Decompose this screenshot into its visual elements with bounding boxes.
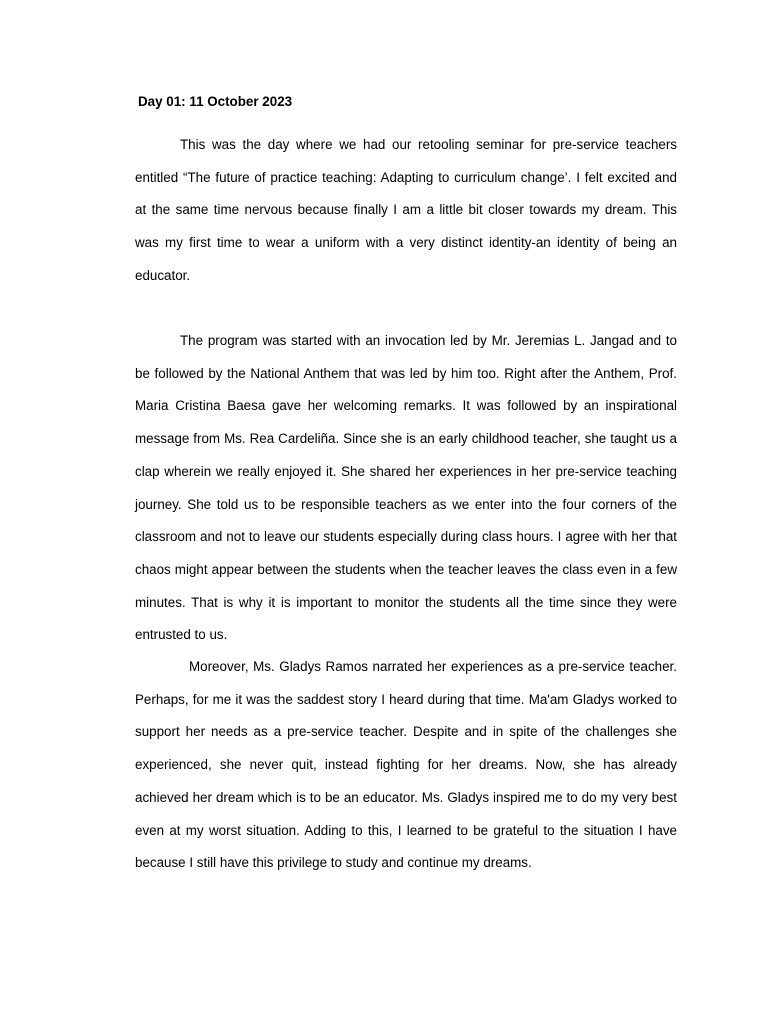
paragraph-1: This was the day where we had our retooling seminar for pre-service teachers entitled “The future of practice teaching: Adapting to curriculum change’. I felt excited and at the same time nervous because finally I am a little bit closer towards my dream. This was my first time to wear a uniform with a very distinct identity-an identity of being an educator.: [135, 137, 677, 283]
journal-entry-heading: Day 01: 11 October 2023: [138, 94, 293, 109]
paragraph-2: The program was started with an invocation led by Mr. Jeremias L. Jangad and to be followed by the National Anthem that was led by him too. Right after the Anthem, Prof. Maria Cristina Baesa gave her welcoming remarks. It was followed by an inspirational message from Ms. Rea Cardeliña. Since she is an early childhood teacher, she taught us a clap wherein we really enjoyed it. She shared her experiences in her pre-service teaching journey. She told us to be responsible teachers as we enter into the four corners of the classroom and not to leave our students especially during class hours. I agree with her that chaos might appear between the students when the teacher leaves the class even in a few minutes. That is why it is important to monitor the students all the time since they were entrusted to us.: [135, 333, 677, 643]
paragraph-3: Moreover, Ms. Gladys Ramos narrated her experiences as a pre-service teacher. Perhaps, for me it was the saddest story I heard during that time. Ma'am Gladys worked to support her needs as a pre-service teacher. Despite and in spite of the challenges she experienced, she never quit, instead fighting for her dreams. Now, she has already achieved her dream which is to be an educator. Ms. Gladys inspired me to do my very best even at my worst situation. Adding to this, I learned to be grateful to the situation I have because I still have this privilege to study and continue my dreams.: [135, 659, 677, 871]
